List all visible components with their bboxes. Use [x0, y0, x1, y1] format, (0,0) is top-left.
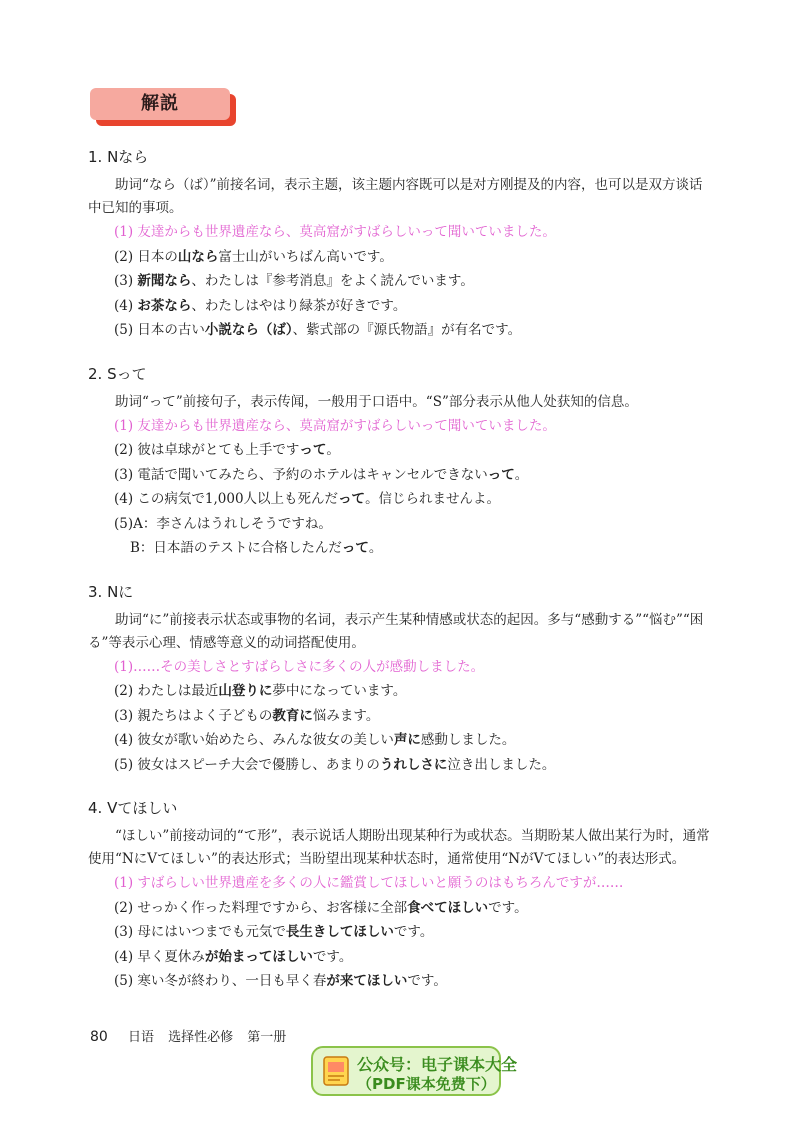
section-2: [88, 363, 714, 561]
section-4: [88, 797, 714, 994]
example-line: (5)A：李さんはうれしそうですね。: [114, 515, 332, 532]
example-line: (1) すばらしい世界遺産を多くの人に鑑賞してほしいと願うのはもちろんですが……: [114, 875, 624, 891]
page-number: 80: [90, 1029, 108, 1045]
page-footer: [90, 1026, 286, 1045]
example-line: B：日本語のテストに合格したんだって。: [130, 540, 383, 556]
example-keyword: 教育に: [272, 707, 313, 724]
example-line: (2) せっかく作った料理ですから、お客様に全部食べてほしいです。: [114, 899, 528, 916]
example-line: (4) お茶なら、わたしはやはり緑茶が好きです。: [114, 297, 407, 314]
section-explanation: 助词“なら（ば）”前接名词，表示主题，该主题内容既可以是对方刚提及的内容，也可以是双方谈话中已知的事项。: [88, 177, 703, 216]
example-keyword: お茶なら: [137, 297, 192, 314]
example-keyword: 小説なら（ば）: [204, 322, 293, 338]
example-line: (3) 電話で聞いてみたら、予約のホテルはキャンセルできないって。: [114, 466, 529, 483]
book-logo-icon: [321, 1054, 351, 1088]
book-volume: 选择性必修: [168, 1030, 234, 1045]
example-keyword: って: [420, 417, 448, 434]
section-explanation: 助词“に”前接表示状态或事物的名词，表示产生某种情感或状态的起因。多与“感動する”“悩む”“困る”等表示心理、情感等意义的动词搭配使用。: [88, 611, 704, 651]
example-keyword: 長生きしてほしい: [285, 924, 394, 940]
section-heading: 4. Vてほしい: [88, 799, 178, 817]
example-keyword: 声に: [393, 732, 421, 748]
book-part: 第一册: [247, 1030, 287, 1045]
example-line: (3) 親たちはよく子どもの教育に悩みます。: [114, 707, 380, 724]
example-keyword: が来てほしい: [326, 973, 408, 989]
example-line: (4) 早く夏休みが始まってほしいです。: [114, 948, 353, 965]
example-line: (2) 彼は卓球がとても上手ですって。: [114, 442, 340, 458]
section-heading: 1. Nなら: [88, 148, 149, 166]
example-line: (2) 日本の山なら富士山がいちばん高いです。: [114, 248, 393, 265]
section-3: [88, 581, 714, 778]
watermark-line-1: 公众号：电子课本大全: [357, 1055, 518, 1074]
example-keyword: って: [341, 540, 369, 556]
example-line: (3) 母にはいつまでも元気で長生きしてほしいです。: [114, 924, 434, 940]
badge-label: 解説: [90, 88, 230, 120]
example-line: (1) 友達からも世界遺産なら、莫高窟がすばらしいって聞いていました。: [114, 417, 556, 434]
section-explanation: 助词“って”前接句子，表示传闻，一般用于口语中。“S”部分表示从他人处获知的信息。: [115, 393, 638, 410]
example-keyword: うれしさに: [379, 756, 448, 773]
section-heading: 3. Nに: [88, 582, 134, 601]
example-line: (1) 友達からも世界遺産なら、莫高窟がすばらしいって聞いていました。: [114, 224, 556, 240]
example-line: (4) この病気で1,000人以上も死んだって。信じられませんよ。: [114, 491, 501, 507]
example-line: (1)……その美しさとすばらしさに多くの人が感動しました。: [114, 658, 485, 675]
example-keyword: って: [299, 442, 327, 458]
example-keyword: 新聞なら: [137, 273, 192, 289]
example-keyword: 鑑賞してほしい: [339, 875, 435, 891]
section-explanation: “ほしい”前接动词的“て形”，表示说话人期盼出现某种行为或状态。当期盼某人做出某行为时，通常使用“NにVてほしい”的表达形式；当盼望出现某种状态时，通常使用“NがVてほしい”的表达形式。: [88, 828, 710, 867]
example-keyword: すばらしさに: [241, 658, 323, 675]
example-line: (5) 日本の古い小説なら（ば）、紫式部の『源氏物語』が有名です。: [114, 322, 522, 338]
watermark-banner: [311, 1046, 518, 1096]
example-keyword: って: [487, 466, 515, 483]
example-line: (3) 新聞なら、わたしは『参考消息』をよく読んでいます。: [114, 273, 474, 289]
example-keyword: 山なら: [177, 248, 219, 265]
book-title: 日语: [127, 1030, 154, 1045]
section-badge: [90, 88, 236, 128]
content: [88, 146, 714, 1014]
example-keyword: 山登りに: [218, 683, 273, 699]
example-line: (4) 彼女が歌い始めたら、みんな彼女の美しい声に感動しました。: [114, 732, 516, 748]
example-keyword: って: [338, 491, 366, 507]
section-heading: 2. Sって: [88, 364, 147, 383]
example-line: (5) 彼女はスピーチ大会で優勝し、あまりのうれしさに泣き出しました。: [114, 756, 556, 773]
example-line: (2) わたしは最近山登りに夢中になっています。: [114, 683, 407, 699]
example-keyword: 世界遺産なら: [204, 224, 286, 240]
example-keyword: 食べてほしい: [407, 899, 489, 916]
example-line: (5) 寒い冬が終わり、一日も早く春が来てほしいです。: [114, 973, 447, 989]
watermark-line-2: （PDF课本免费下）: [357, 1075, 496, 1093]
section-1: [88, 146, 714, 343]
example-keyword: が始まってほしい: [204, 948, 313, 965]
